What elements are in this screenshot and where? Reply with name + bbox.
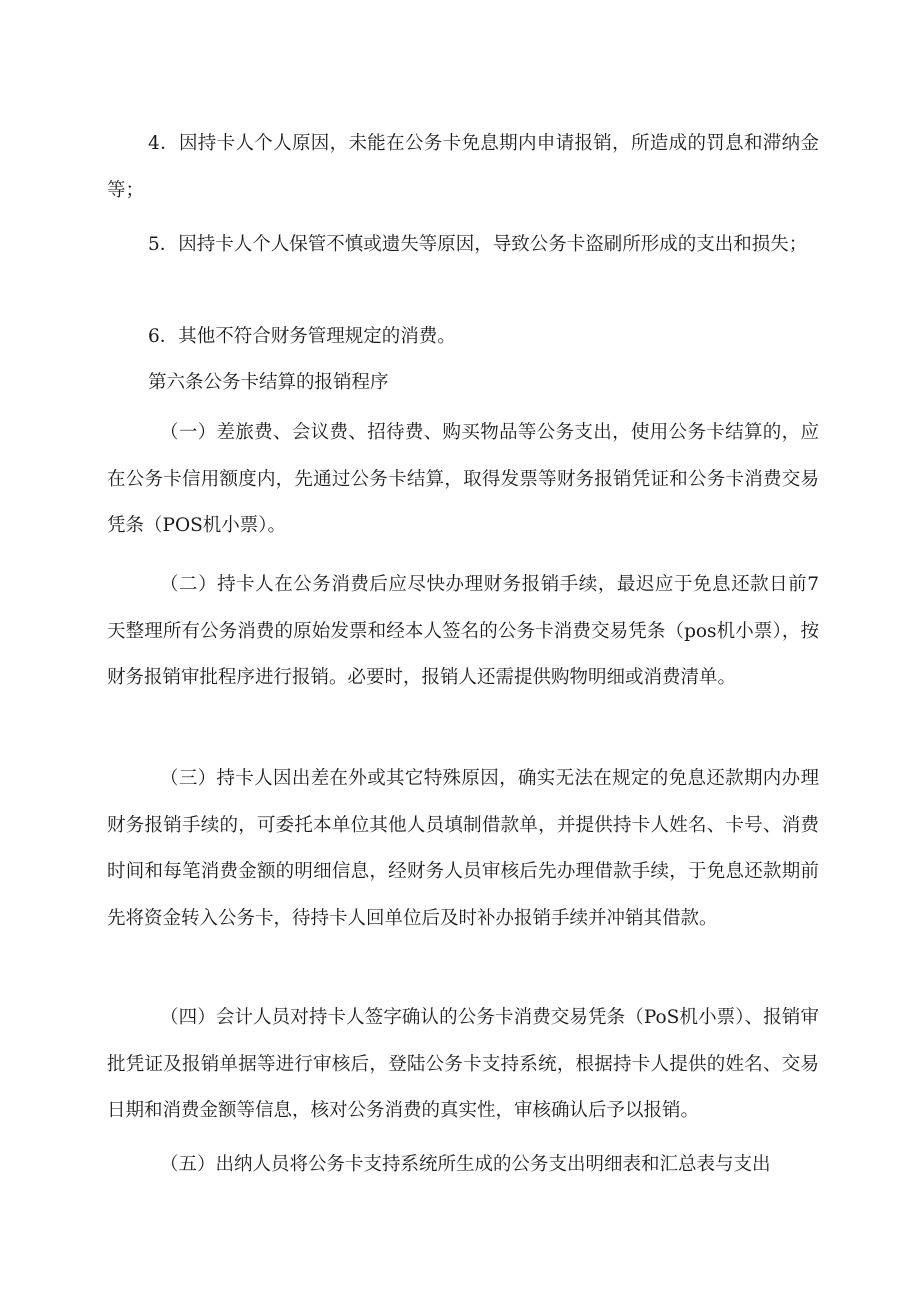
line: （四）会计人员对持卡人签字确认的公务卡消费交易凭条（PoS机小票）、 bbox=[160, 1007, 764, 1028]
line: 姓名、交易日期和消费金额等信息，核对公务消费的真实性，审核确认后予以报销。 bbox=[107, 1053, 819, 1121]
paragraph-step-3 bbox=[107, 756, 819, 942]
paragraph-item-6 bbox=[107, 314, 819, 361]
line: 5．因持卡人个人保管不慎或遗失等原因，导致公务卡盗刷所形成的支出和损 bbox=[148, 234, 771, 255]
line: 费清单。 bbox=[662, 667, 737, 688]
article-heading bbox=[107, 360, 819, 407]
line: 费交易凭条（POS机小票）。 bbox=[107, 468, 819, 536]
line: 应在公务卡信用额度内，先通过公务卡结算，取得发票等财务报销凭证和公务卡消 bbox=[107, 422, 819, 490]
paragraph-item-4 bbox=[107, 121, 819, 214]
line: 6．其他不符合财务管理规定的消费。 bbox=[148, 326, 456, 347]
line: 办理财务报销手续的，可委托本单位其他人员填制借款单，并提供持卡人姓名、卡 bbox=[107, 768, 819, 836]
line: 失； bbox=[770, 234, 808, 255]
line: 前7天整理所有公务消费的原始发票和经本人签名的公务卡消费交易凭条（pos bbox=[107, 574, 819, 642]
paragraph-step-2 bbox=[107, 562, 819, 702]
paragraph-item-5 bbox=[107, 222, 819, 269]
line: 机小票），按财务报销审批程序进行报销。必要时，报销人还需提供购物明细或消 bbox=[107, 620, 819, 688]
line: 4．因持卡人个人原因，未能在公务卡免息期内申请报销，所造成的罚息和滞 bbox=[148, 133, 782, 154]
paragraph-step-4 bbox=[107, 995, 819, 1135]
line: （一）差旅费、会议费、招待费、购买物品等公务支出，使用公务卡结算的， bbox=[160, 422, 801, 443]
paragraph-step-5 bbox=[107, 1142, 819, 1189]
line: 第六条公务卡结算的报销程序 bbox=[148, 372, 389, 393]
paragraph-step-1 bbox=[107, 410, 819, 550]
line: （二）持卡人在公务消费后应尽快办理财务报销手续，最迟应于免息还款日 bbox=[160, 574, 789, 595]
line: 免息还款期前先将资金转入公务卡，待持卡人回单位后及时补办报销手续并冲销其 bbox=[107, 861, 819, 929]
line: （三）持卡人因出差在外或其它特殊原因，确实无法在规定的免息还款期内 bbox=[160, 768, 782, 789]
line: 借款。 bbox=[662, 907, 718, 929]
line: 号、消费时间和每笔消费金额的明细信息，经财务人员审核后先办理借款手续，于 bbox=[107, 814, 819, 882]
line: 纳金等； bbox=[107, 133, 819, 201]
line: （五）出纳人员将公务卡支持系统所生成的公务支出明细表和汇总表与支出 bbox=[160, 1154, 771, 1175]
line: 报销审批凭证及报销单据等进行审核后，登陆公务卡支持系统，根据持卡人提供的 bbox=[107, 1007, 819, 1075]
